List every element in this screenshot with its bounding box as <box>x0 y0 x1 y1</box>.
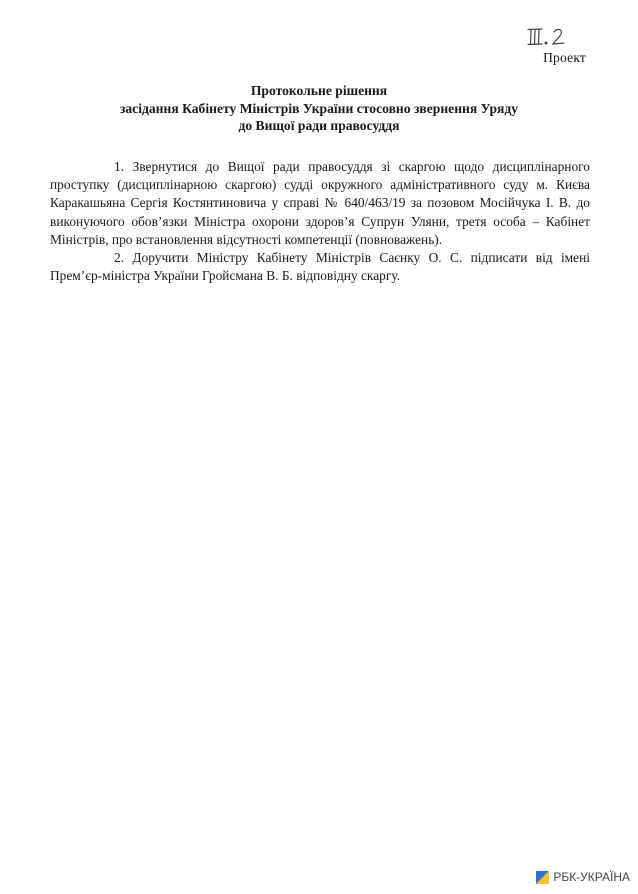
document-title <box>40 82 598 135</box>
watermark-logo-icon <box>536 871 549 884</box>
paragraph-1: 1. Звернутися до Вищої ради правосуддя зі скаргою щодо дисциплінарного проступку (дисциплінарною скаргою) судді окружного адміністративного суду м. Києва Каракашьяна Сергія Костянтиновича у справі № 640/463/19 за позовом Мосійчука І. В. до виконуючого обов’язки Міністра охорони здоров’я Супрун Уляни, третя особа – Кабінет Міністрів, про встановлення відсутності компетенції (повноважень). <box>50 159 590 247</box>
watermark-text: РБК-УКРАЇНА <box>553 870 630 884</box>
watermark <box>536 870 630 884</box>
title-line-3: до Вищої ради правосуддя <box>238 118 400 133</box>
paragraph-2: 2. Доручити Міністру Кабінету Міністрів Саєнку О. С. підписати від імені Прем’єр-міністра України Гройсмана В. Б. відповідну скаргу. <box>50 250 590 284</box>
handwritten-number-mark <box>527 26 575 48</box>
document-body <box>50 158 590 285</box>
title-line-1: Протокольне рішення <box>250 83 388 98</box>
title-line-2: засідання Кабінету Міністрів України стосовно звернення Уряду <box>119 100 519 116</box>
draft-label: Проект <box>543 50 586 65</box>
